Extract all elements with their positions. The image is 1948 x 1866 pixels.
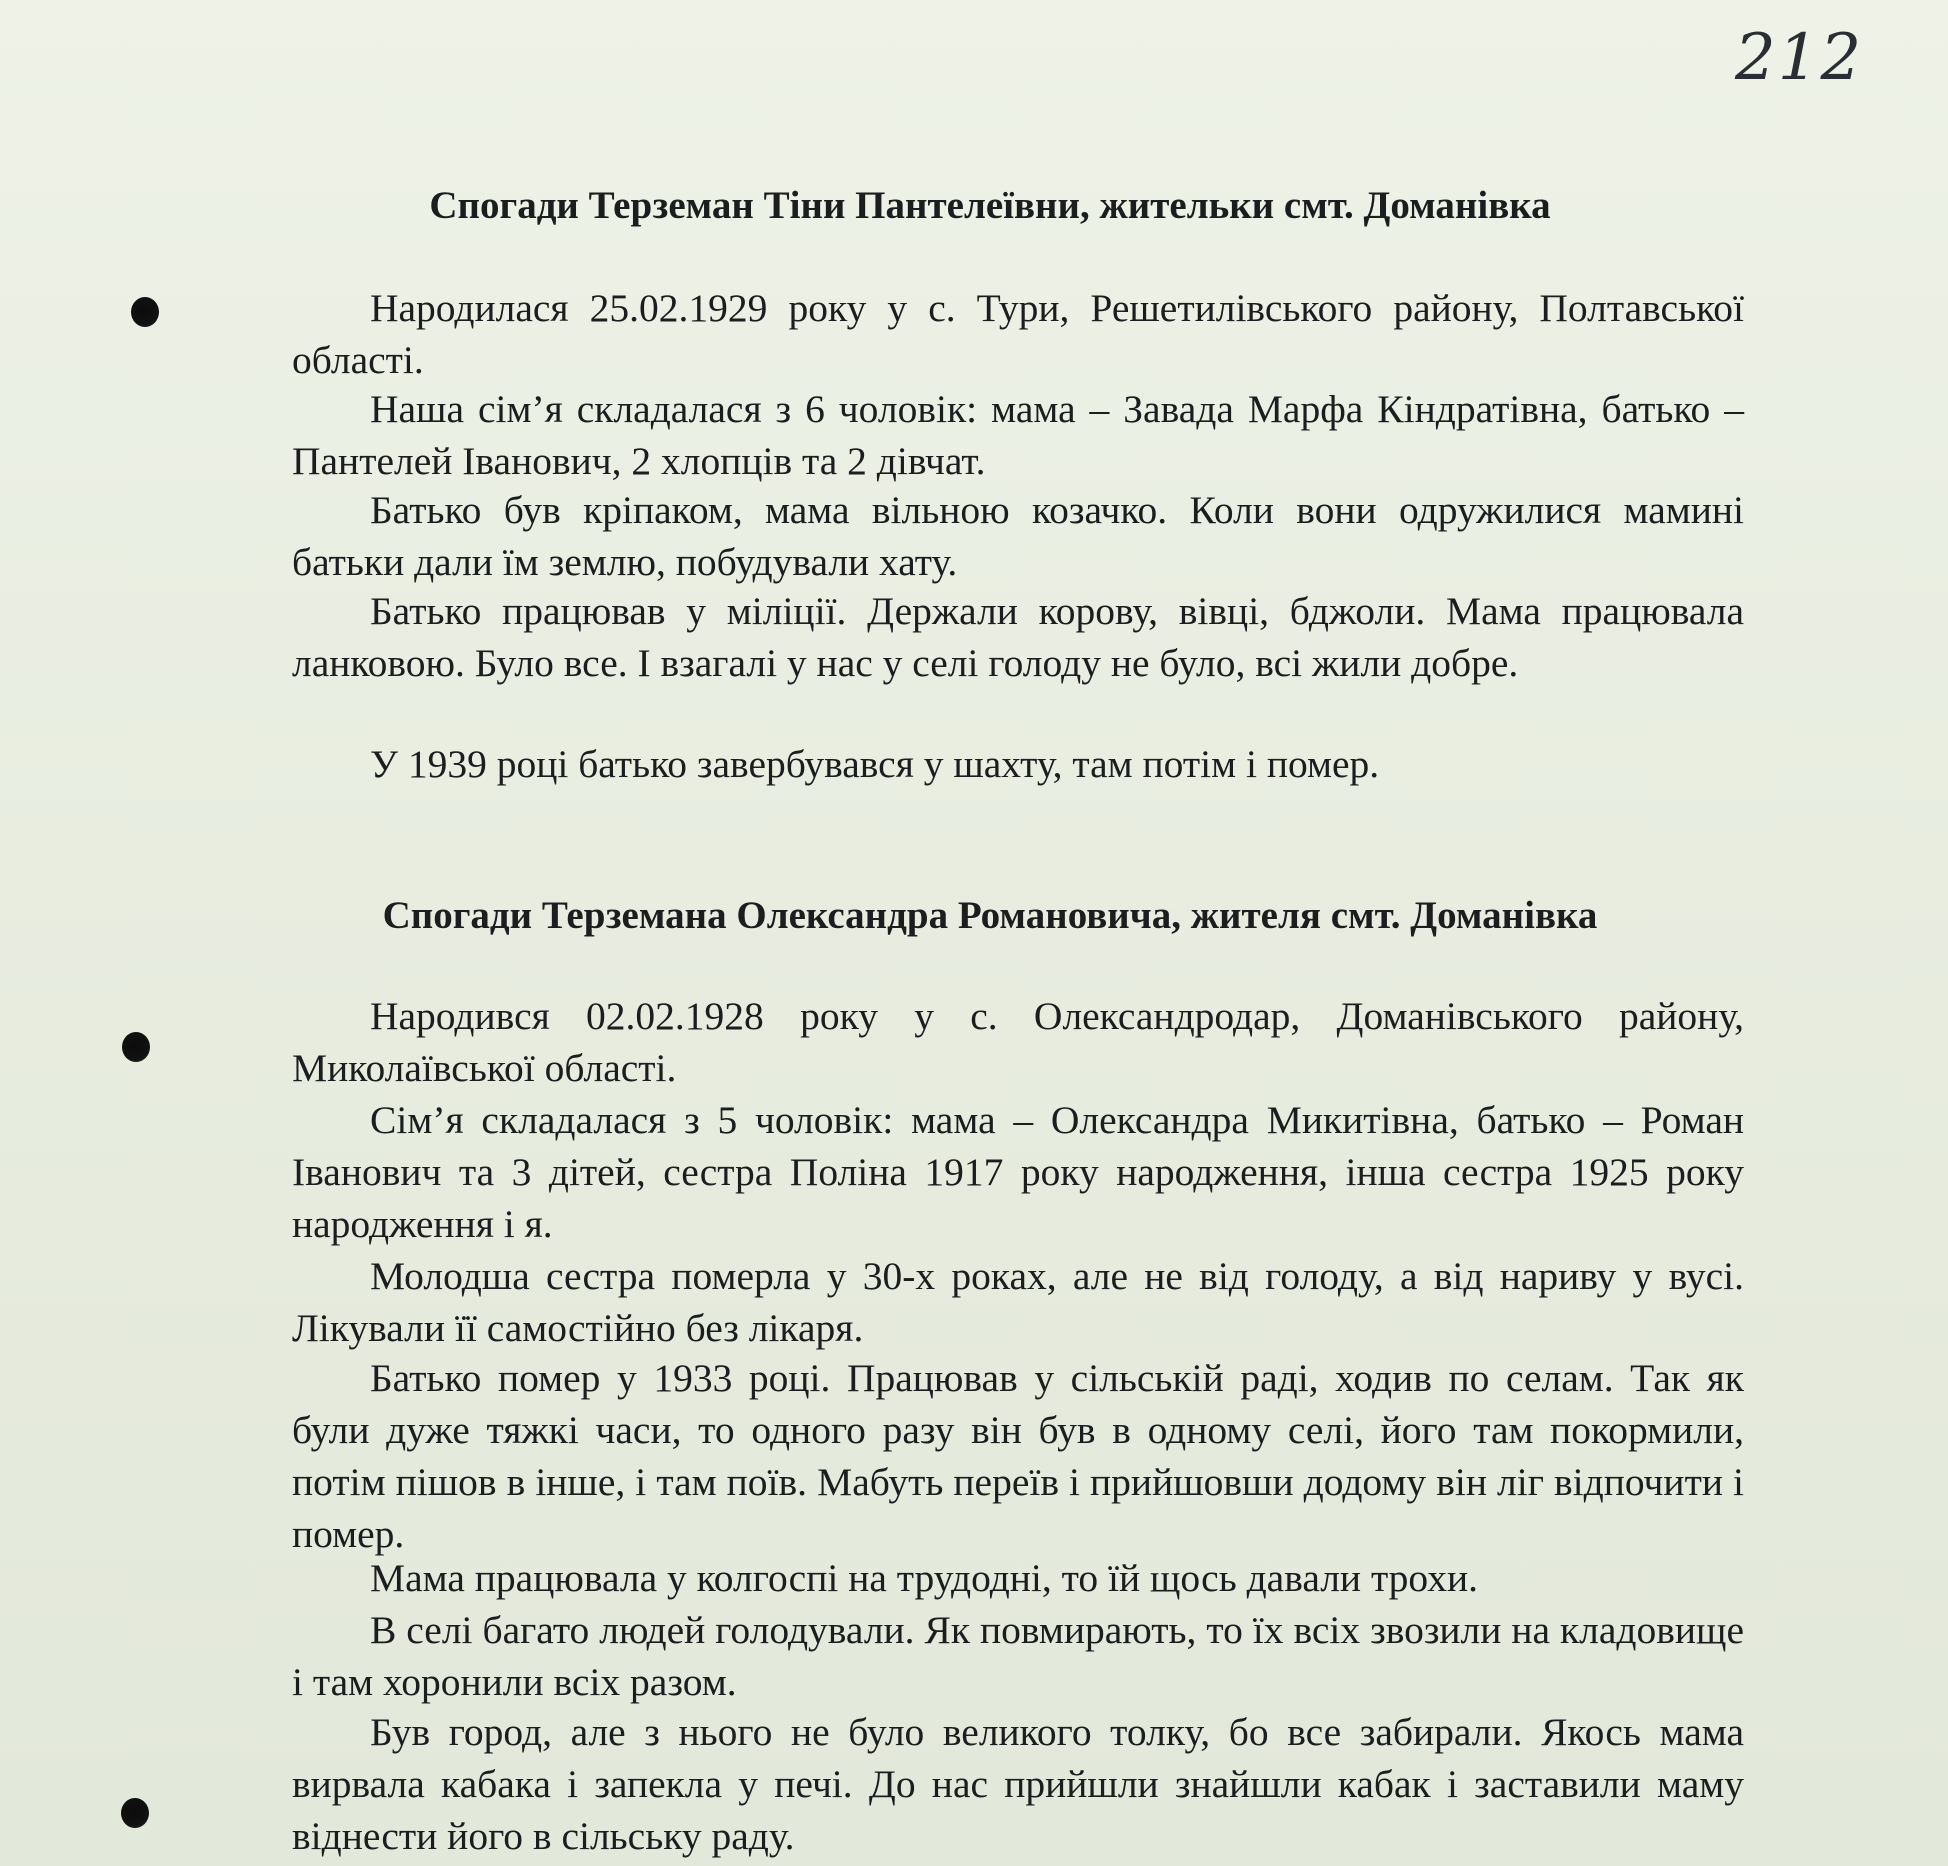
section2-paragraph-1: Народився 02.02.1928 року у с. Олександродар, Доманівського району, Миколаївської області. (292, 994, 1744, 1090)
section1-heading: Спогади Терземан Тіни Пантелеївни, жительки смт. Доманівка (429, 184, 1551, 227)
section1-paragraph-4: Батько працював у міліції. Держали корову, вівці, бджоли. Мама працювала ланковою. Було все. І взагалі у нас у селі голоду не було, всі жили добре. (292, 589, 1744, 685)
section2-paragraph-2: Сім’я складалася з 5 чоловік: мама – Олександра Микитівна, батько – Роман Іванович та 3 дітей, сестра Поліна 1917 року народження, інша сестра 1925 року народження і я. (292, 1098, 1744, 1246)
section1-paragraph-1: Народилася 25.02.1929 року у с. Тури, Решетилівського району, Полтавської області. (292, 286, 1744, 382)
punch-hole-bottom (121, 1798, 149, 1828)
handwritten-page-number: 212 (1735, 21, 1864, 95)
section1-paragraph-2: Наша сім’я складалася з 6 чоловік: мама – Завада Марфа Кіндратівна, батько – Пантелей Іванович, 2 хлопців та 2 дівчат. (292, 387, 1744, 483)
section2-paragraph-4: Батько помер у 1933 році. Працював у сільській раді, ходив по селам. Так як були дуже тяжкі часи, то одного разу він був в одному селі, його там покормили, потім пішов в інше, і там поїв. Мабуть переїв і прийшовши додому він ліг відпочити і помер. (292, 1356, 1744, 1556)
section2-paragraph-3: Молодша сестра померла у 30-х роках, але не від голоду, а від нариву у вусі. Лікували її самостійно без лікаря. (292, 1254, 1744, 1350)
section2-paragraph-7: Був город, але з нього не було великого толку, бо все забирали. Якось мама вирвала кабака і запекла у печі. До нас прийшли знайшли кабак і заставили маму віднести його в сільську раду. (292, 1710, 1744, 1858)
punch-hole-middle (122, 1032, 150, 1062)
section1-paragraph-3: Батько був кріпаком, мама вільною козачко. Коли вони одружилися мамині батьки дали їм землю, побудували хату. (292, 488, 1744, 584)
section2-paragraph-6: В селі багато людей голодували. Як повмирають, то їх всіх звозили на кладовище і там хоронили всіх разом. (292, 1608, 1744, 1704)
section2-paragraph-5: Мама працювала у колгоспі на трудодні, то їй щось давали трохи. (370, 1556, 1478, 1600)
section2-heading: Спогади Терземана Олександра Романовича, жителя смт. Доманівка (382, 894, 1598, 937)
section1-paragraph-5: У 1939 році батько завербувався у шахту, там потім і помер. (370, 742, 1380, 786)
punch-hole-top (131, 297, 159, 327)
